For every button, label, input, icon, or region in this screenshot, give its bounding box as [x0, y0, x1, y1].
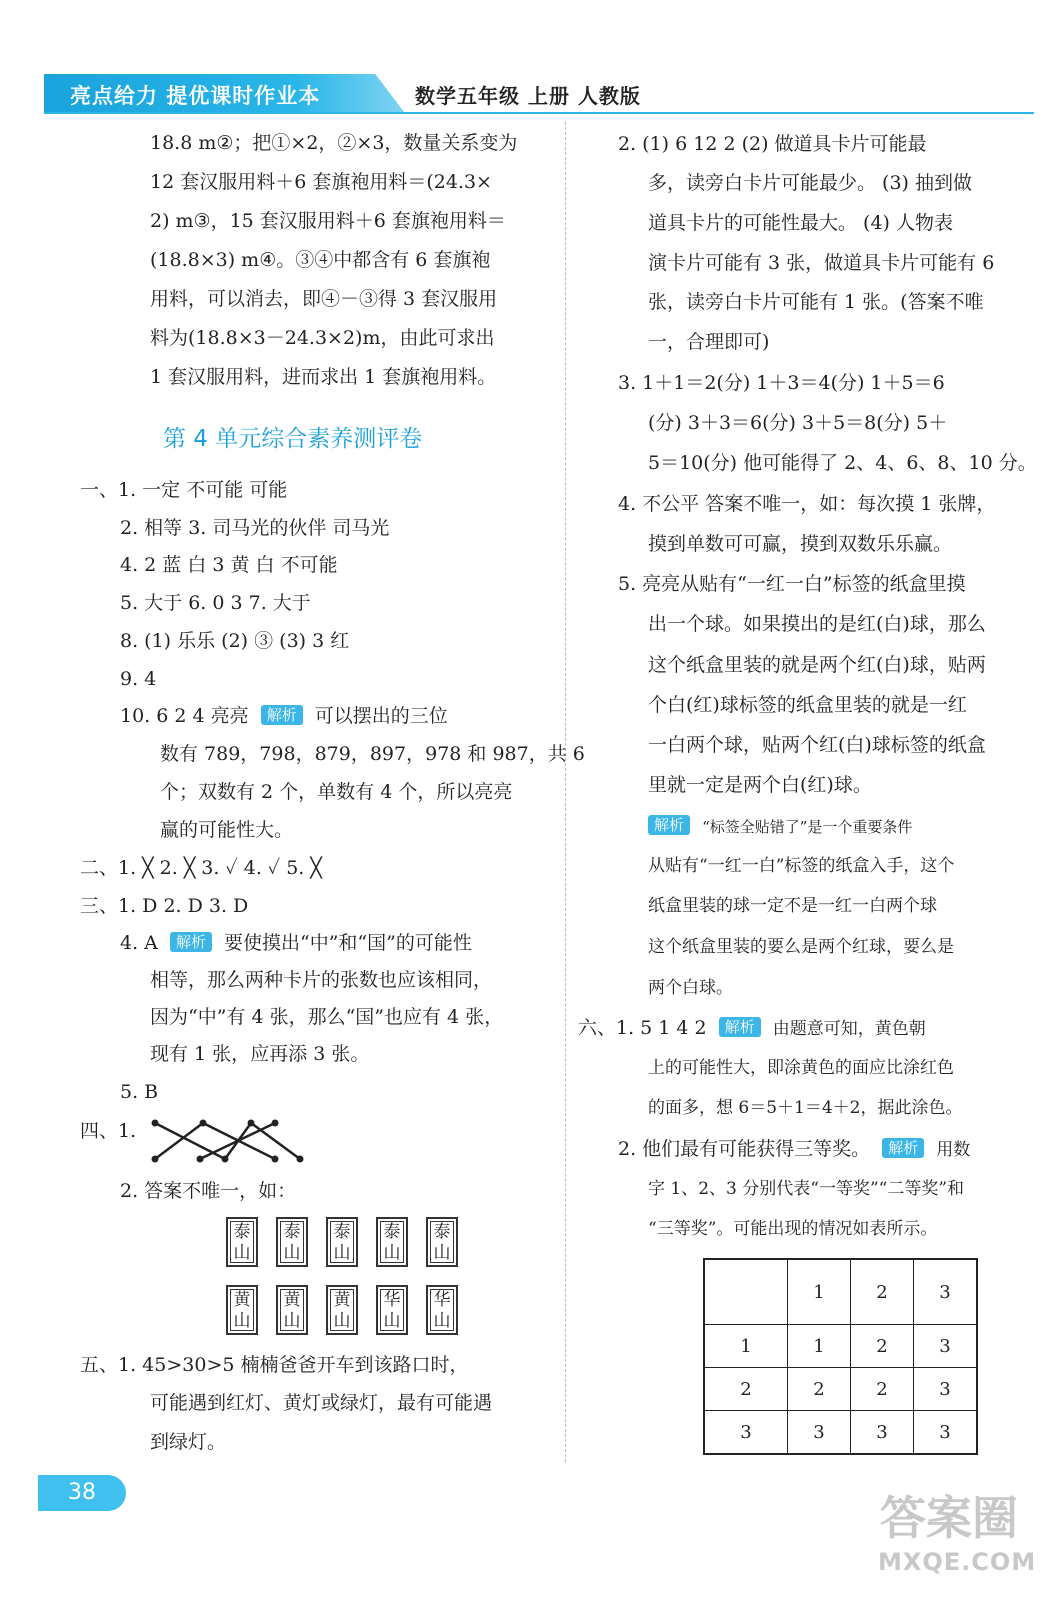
card: 泰 山 — [326, 1217, 358, 1267]
answer-text: 要使摸出“中”和“国”的可能性 — [224, 932, 472, 954]
outcome-table — [703, 1258, 978, 1455]
answer-text: 4. A — [120, 932, 158, 954]
table-cell: 3 — [788, 1411, 851, 1455]
text-line: 张，读旁白卡片可能有 1 张。(答案不唯 — [648, 291, 984, 313]
table-cell: 2 — [704, 1368, 788, 1411]
text-line: 料为(18.8×3－24.3×2)m，由此可求出 — [150, 327, 495, 349]
text-line: 出一个球。如果摸出的是红(白)球，那么 — [648, 613, 986, 635]
analysis-tag: 解析 — [261, 705, 303, 725]
table-header-row — [704, 1259, 977, 1325]
text-line: 18.8 m②；把①×2，②×3，数量关系变为 — [150, 132, 518, 154]
table-cell: 2 — [851, 1259, 914, 1325]
table-cell: 3 — [851, 1411, 914, 1455]
text-line: 一白两个球，贴两个红(白)球标签的纸盒 — [648, 734, 986, 756]
text-line: 里就一定是两个白(红)球。 — [648, 774, 872, 796]
text-line: 到绿灯。 — [150, 1431, 227, 1453]
text-line: “三等奖”。可能出现的情况如表所示。 — [648, 1219, 938, 1239]
text-line: 可能遇到红灯、黄灯或绿灯，最有可能遇 — [150, 1392, 493, 1414]
analysis-tag: 解析 — [170, 932, 212, 952]
answer-2: 二、1. ╳ 2. ╳ 3. ✓ 4. ✓ 5. ╳ — [80, 857, 322, 879]
section-title: 第 4 单元综合素养测评卷 — [163, 426, 423, 452]
answer-3-1: 三、1. D 2. D 3. D — [80, 895, 249, 917]
text-line: 1 套汉服用料，进而求出 1 套旗袍用料。 — [150, 366, 497, 388]
analysis-tag: 解析 — [719, 1017, 761, 1037]
answer-1-1: 一、1. 一定 不可能 可能 — [80, 479, 288, 501]
answer-5-3: 3. 1＋1＝2(分) 1＋3＝4(分) 1＋5＝6 — [618, 372, 945, 394]
answer-4-1: 四、1. — [80, 1120, 137, 1142]
answer-text: 10. 6 2 4 亮亮 — [120, 705, 249, 727]
text-line: 数有 789，798，879，897，978 和 987，共 6 — [160, 743, 585, 765]
text-line: 演卡片可能有 3 张，做道具卡片可能有 6 — [648, 252, 995, 274]
text-line: 个；双数有 2 个，单数有 4 个，所以亮亮 — [160, 781, 513, 803]
text-line: 的面多，想 6＝5＋1＝4＋2，据此涂色。 — [648, 1098, 963, 1118]
text-line: 纸盒里装的球一定不是一红一白两个球 — [648, 896, 937, 916]
text-line: 多，读旁白卡片可能最少。 (3) 抽到做 — [648, 172, 972, 194]
table-cell: 2 — [851, 1368, 914, 1411]
card: 泰 山 — [276, 1217, 308, 1267]
answer-1-4: 4. 2 蓝 白 3 黄 白 不可能 — [120, 554, 338, 576]
text-line: 5＝10(分) 他可能得了 2、4、6、8、10 分。 — [648, 452, 1037, 474]
text-line: 赢的可能性大。 — [160, 819, 294, 841]
answer-6-2 — [618, 1136, 970, 1163]
text-line: 因为“中”有 4 张，那么“国”也应有 4 张， — [150, 1006, 504, 1028]
answer-1-8: 8. (1) 乐乐 (2) ③ (3) 3 红 — [120, 630, 350, 652]
analysis-tag: 解析 — [648, 815, 690, 835]
table-cell: 1 — [788, 1325, 851, 1368]
answer-1-9: 9. 4 — [120, 668, 157, 690]
text-line: 相等，那么两种卡片的张数也应该相同， — [150, 969, 493, 991]
answer-5-1: 五、1. 45>30>5 楠楠爸爸开车到该路口时， — [80, 1354, 469, 1376]
text-line: 道具卡片的可能性最大。 (4) 人物表 — [648, 212, 953, 234]
answer-text: “标签全贴错了”是一个重要条件 — [702, 818, 913, 836]
column-divider — [565, 122, 566, 1462]
answer-text: 2. 他们最有可能获得三等奖。 — [618, 1138, 871, 1160]
table-cell: 3 — [914, 1325, 978, 1368]
card: 华 山 — [426, 1285, 458, 1335]
page-number: 38 — [38, 1475, 126, 1511]
answer-5-4: 4. 不公平 答案不唯一，如：每次摸 1 张牌， — [618, 493, 996, 515]
table-cell: 1 — [704, 1325, 788, 1368]
table-cell — [704, 1259, 788, 1325]
table-row — [704, 1411, 977, 1455]
table-row — [704, 1325, 977, 1368]
matching-lines-diagram — [145, 1115, 310, 1165]
card: 泰 山 — [226, 1217, 258, 1267]
text-line: 上的可能性大，即涂黄色的面应比涂红色 — [648, 1058, 954, 1078]
table-cell: 3 — [914, 1368, 978, 1411]
table-cell: 3 — [914, 1411, 978, 1455]
text-line: 这个纸盒里装的要么是两个红球，要么是 — [648, 937, 954, 957]
card: 华 山 — [376, 1285, 408, 1335]
header-rule — [44, 112, 1034, 114]
table-cell: 2 — [788, 1368, 851, 1411]
card: 黄 山 — [226, 1285, 258, 1335]
watermark-logo: 答案圈 — [880, 1491, 1018, 1545]
card: 泰 山 — [426, 1217, 458, 1267]
card: 泰 山 — [376, 1217, 408, 1267]
answer-text: 用数 — [936, 1140, 971, 1160]
table-row — [704, 1368, 977, 1411]
text-line: 字 1、2、3 分别代表“一等奖”“二等奖”和 — [648, 1179, 965, 1199]
answer-1-5: 5. 大于 6. 0 3 7. 大于 — [120, 592, 311, 614]
text-line: 个白(红)球标签的纸盒里装的就是一红 — [648, 694, 967, 716]
table-cell: 3 — [704, 1411, 788, 1455]
answer-6-1 — [578, 1015, 926, 1042]
analysis-tag: 解析 — [882, 1138, 924, 1158]
answer-3-4 — [120, 930, 472, 956]
table-cell: 3 — [914, 1259, 978, 1325]
text-line: 现有 1 张，应再添 3 张。 — [150, 1043, 370, 1065]
answer-3-5: 5. B — [120, 1081, 159, 1103]
card: 黄 山 — [326, 1285, 358, 1335]
text-line: 12 套汉服用料＋6 套旗袍用料＝(24.3× — [150, 171, 492, 193]
answer-text: 可以摆出的三位 — [314, 705, 448, 727]
text-line: 这个纸盒里装的就是两个红(白)球，贴两 — [648, 654, 986, 676]
text-line: 两个白球。 — [648, 978, 733, 998]
header-title: 亮点给力 提优课时作业本 — [70, 84, 321, 108]
text-line: (分) 3＋3＝6(分) 3＋5＝8(分) 5＋ — [648, 412, 948, 434]
answer-text: 由题意可知，黄色朝 — [772, 1019, 926, 1039]
analysis-5-5 — [642, 813, 912, 840]
text-line: 一，合理即可) — [648, 331, 770, 353]
table-cell: 2 — [851, 1325, 914, 1368]
answer-1-2: 2. 相等 3. 司马光的伙伴 司马光 — [120, 517, 390, 539]
text-line: 从贴有“一红一白”标签的纸盒入手，这个 — [648, 856, 955, 876]
answer-5-2: 2. (1) 6 12 2 (2) 做道具卡片可能最 — [618, 133, 927, 155]
answer-text: 六、1. 5 1 4 2 — [578, 1017, 707, 1039]
table-cell: 1 — [788, 1259, 851, 1325]
text-line: 用料，可以消去，即④－③得 3 套汉服用 — [150, 288, 498, 310]
answer-5-5: 5. 亮亮从贴有“一红一白”标签的纸盒里摸 — [618, 573, 966, 595]
text-line: 2) m③，15 套汉服用料＋6 套旗袍用料＝ — [150, 210, 506, 232]
text-line: (18.8×3) m④。③④中都含有 6 套旗袍 — [150, 249, 491, 271]
header-subtitle: 数学五年级 上册 人教版 — [415, 84, 641, 108]
answer-4-2: 2. 答案不唯一，如： — [120, 1180, 297, 1202]
text-line: 摸到单数可可赢，摸到双数乐乐赢。 — [648, 533, 953, 555]
answer-1-10 — [120, 703, 448, 729]
watermark-url: MXQE.COM — [878, 1548, 1037, 1576]
card: 黄 山 — [276, 1285, 308, 1335]
